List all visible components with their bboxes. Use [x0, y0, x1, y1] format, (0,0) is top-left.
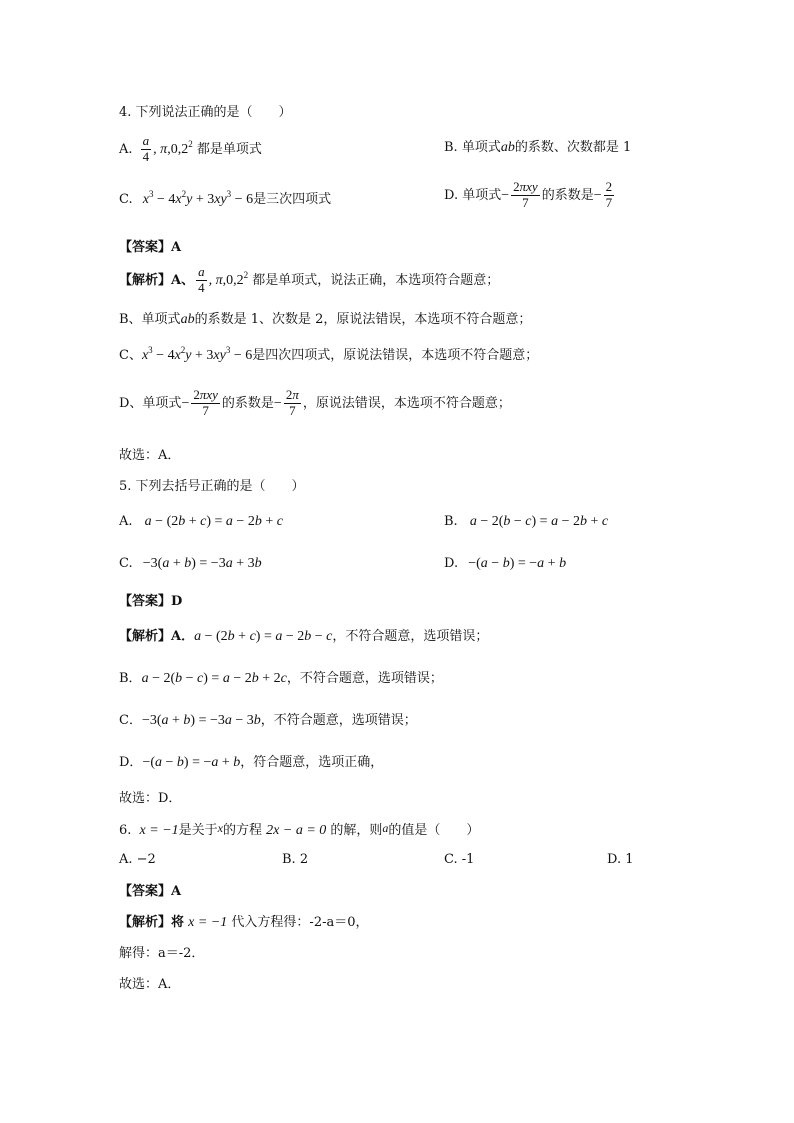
option-text: 都是单项式: [196, 141, 262, 157]
explain-text: 代入方程得：: [231, 915, 310, 930]
option-label: C.: [119, 192, 133, 207]
q4-explain-a: 【解析】A、 $\frac{a}{4}$ , π,0,2$^2$ 都是单项式，说法正确，本选项符合题意；: [119, 264, 500, 295]
math-x-eq: x = −1: [139, 823, 179, 838]
q4-explain-c: C、$x^3 - 4x^2y + 3xy^3 - 6$是四次四项式，原说法错误，本选项不符合题意；: [119, 345, 539, 363]
option-text: 的系数、次数都是 1: [514, 140, 632, 155]
math-x: x: [217, 821, 223, 835]
option-text: B. 单项式: [444, 140, 501, 155]
math-x-eq: x = −1: [188, 915, 228, 930]
question-number: 6.: [119, 823, 132, 838]
q5-option-b: B. a − 2(b − c) = a − 2b + c: [444, 514, 609, 529]
q6-stem: [119, 822, 479, 838]
explain-head: C、: [119, 348, 142, 363]
q5-option-a: A. a − (2b + c) = a − 2b + c: [119, 514, 283, 529]
q6-explain-1: [119, 916, 369, 930]
q5-option-c: C. −3(a + b) = −3a + 3b: [119, 556, 262, 571]
q4-choose: 故选：A．: [119, 448, 181, 463]
explain-text: ，不符合题意，选项错误；: [332, 629, 489, 644]
q6-explain-2: 解得：a＝-2．: [119, 946, 205, 961]
q5-choose: 故选：D．: [119, 791, 182, 806]
q6-option-b: B. 2: [282, 852, 309, 867]
explain-text: ，原说法错误，本选项不符合题意；: [302, 395, 511, 411]
explain-text: ，符合题意，选项正确，: [240, 755, 384, 770]
math-a: a: [382, 821, 389, 835]
q4-stem: 4. 下列说法正确的是（ ）: [119, 105, 292, 120]
explain-head: B．: [119, 671, 142, 686]
stem-text: 的解，则: [330, 823, 383, 838]
option-label: A.: [119, 141, 133, 157]
q4-option-c: C. $x^3 - 4x^2y + 3xy^3 - 6$是三次四项式: [119, 189, 332, 207]
q5-explain-b: B．a − 2(b − c) = a − 2b + 2c，不符合题意，选项错误；: [119, 671, 443, 686]
explain-head: 【解析】A、: [119, 272, 195, 288]
option-label: C.: [119, 556, 133, 571]
explain-text: ，不符合题意，选项错误；: [286, 671, 443, 686]
q5-explain-c: C．−3(a + b) = −3a − 3b，不符合题意，选项错误；: [119, 713, 417, 728]
q6-option-c: C. -1: [444, 852, 475, 867]
q4-answer: 【答案】A: [119, 240, 182, 255]
math-ab: ab: [500, 140, 515, 155]
option-label: A.: [119, 514, 133, 529]
explain-text: 的系数是 1、次数是 2，原说法错误，本选项不符合题意；: [194, 312, 532, 327]
math-equation: 2x − a = 0: [266, 823, 327, 838]
q5-stem: 5. 下列去括号正确的是（ ）: [119, 479, 305, 494]
q4-option-a: A. $\frac{a}{4}$ , π,0,2$^2$ 都是单项式: [119, 133, 262, 164]
q6-answer: 【答案】A: [119, 884, 182, 899]
q5-option-d: D. −(a − b) = −a + b: [444, 556, 567, 571]
explain-head: B、单项式: [119, 312, 181, 327]
stem-text: 是关于: [178, 823, 218, 838]
explain-head: D、单项式: [119, 395, 182, 411]
q6-choose: 故选：A．: [119, 977, 181, 992]
explain-text: 是四次四项式，原说法错误，本选项不符合题意；: [252, 348, 539, 363]
option-label: D. 单项式: [444, 187, 502, 203]
q5-answer: 【答案】D: [119, 594, 183, 609]
math-ab: ab: [180, 312, 195, 327]
explain-head: 【解析】A．: [119, 629, 195, 644]
q4-explain-d: D、单项式− $\frac{\text{2πxy}}{7}$ 的系数是− $\frac{2\pi}{7}$ ，原说法错误，本选项不符合题意；: [119, 387, 511, 418]
q6-option-d: D. 1: [607, 852, 634, 867]
q4-option-d: D. 单项式− $\frac{\text{2πxy}}{7}$ 的系数是− $\frac{2}{7}$: [444, 179, 613, 210]
explain-equation: -2-a＝0，: [309, 915, 369, 930]
stem-text: 的方程: [223, 823, 263, 838]
q5-explain-d: D．−(a − b) = −a + b，符合题意，选项正确，: [119, 755, 384, 770]
explain-head: D．: [119, 755, 143, 770]
explain-head: 【解析】将: [119, 915, 185, 930]
q5-explain-a: 【解析】A．a − (2b + c) = a − 2b − c，不符合题意，选项错误；: [119, 629, 489, 644]
explain-text: 的系数是: [221, 395, 274, 411]
stem-text: 的值是（ ）: [388, 823, 480, 838]
explain-head: C．: [119, 713, 142, 728]
q4-option-b: [444, 141, 631, 155]
option-label: B.: [444, 514, 458, 529]
option-label: D.: [444, 556, 459, 571]
option-text: 是三次四项式: [253, 192, 332, 207]
explain-text: 都是单项式，说法正确，本选项符合题意；: [252, 272, 500, 288]
explain-text: ，不符合题意，选项错误；: [260, 713, 417, 728]
q6-option-a: A. −2: [119, 852, 156, 867]
q4-explain-b: [119, 313, 531, 327]
option-text: 的系数是: [541, 187, 594, 203]
